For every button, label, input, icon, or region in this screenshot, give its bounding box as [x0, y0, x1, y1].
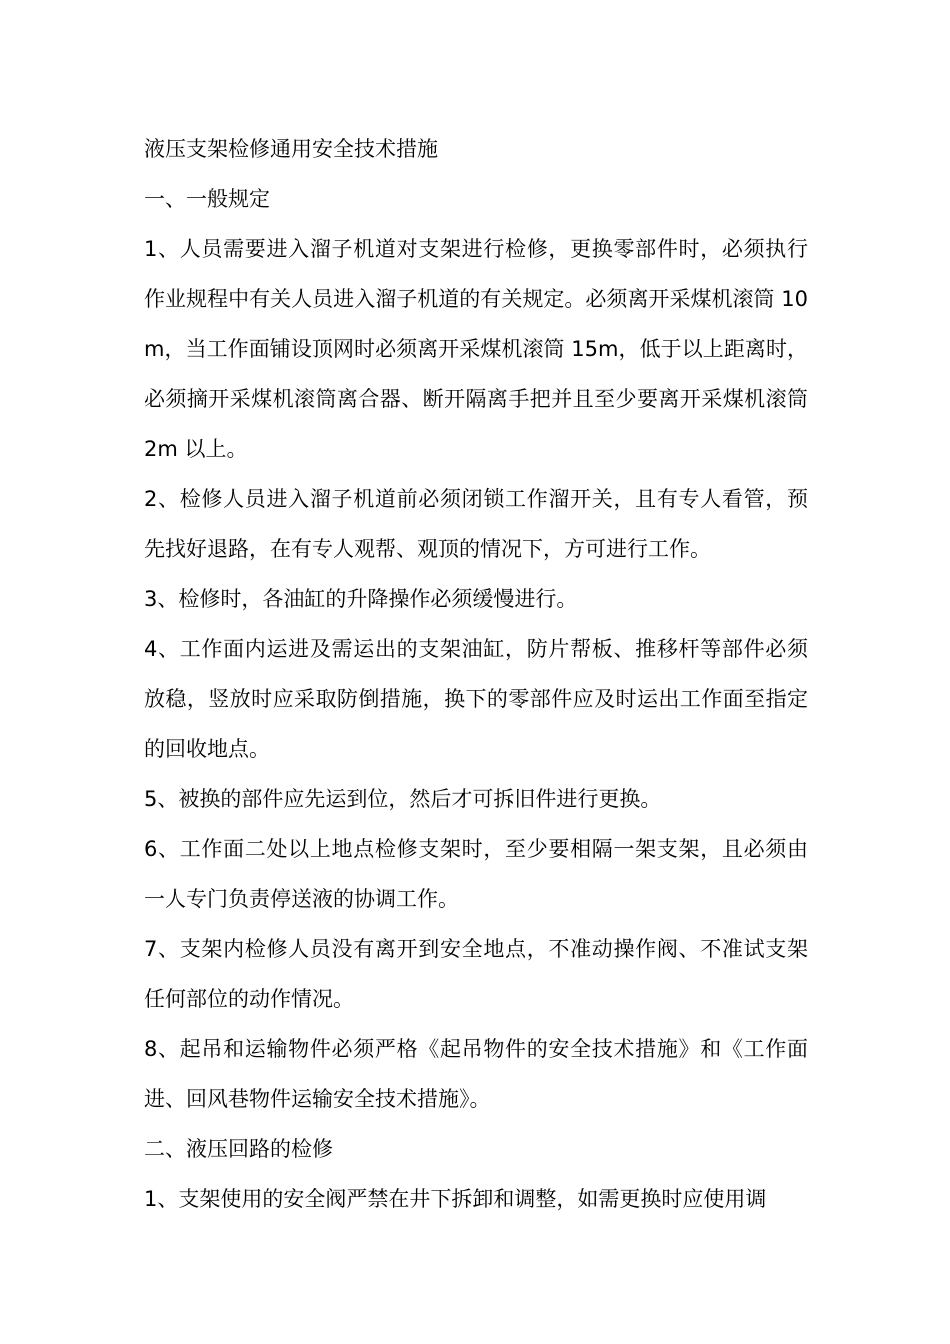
paragraph-3: 3、检修时，各油缸的升降操作必须缓慢进行。 — [144, 587, 578, 611]
document-title: 液压支架检修通用安全技术措施 — [144, 137, 438, 161]
paragraph-4: 4、工作面内运进及需运出的支架油缸，防片帮板、推移杆等部件必须放稳，竖放时应采取防倒措施，换下的零部件应及时运出工作面至指定的回收地点。 — [144, 637, 808, 761]
paragraph-2: 2、检修人员进入溜子机道前必须闭锁工作溜开关，且有专人看管，预先找好退路，在有专人观帮、观顶的情况下，方可进行工作。 — [144, 487, 808, 561]
paragraph-1: 1、人员需要进入溜子机道对支架进行检修，更换零部件时，必须执行作业规程中有关人员进入溜子机道的有关规定。必须离开采煤机滚筒 10m，当工作面铺设顶网时必须离开采煤机滚筒 15m，低于以上距离时，必须摘开采煤机滚筒离合器、断开隔离手把并且至少要离开采煤机滚筒 2m 以上。 — [144, 237, 808, 461]
paragraph-7: 7、支架内检修人员没有离开到安全地点，不准动操作阀、不准试支架任何部位的动作情况。 — [144, 937, 808, 1011]
section-heading-hydraulic-circuit: 二、液压回路的检修 — [144, 1137, 333, 1161]
document-page — [144, 124, 808, 1224]
paragraph-8: 8、起吊和运输物件必须严格《起吊物件的安全技术措施》和《工作面进、回风巷物件运输安全技术措施》。 — [144, 1037, 808, 1111]
paragraph-5: 5、被换的部件应先运到位，然后才可拆旧件进行更换。 — [144, 787, 662, 811]
section-heading-general: 一、一般规定 — [144, 187, 270, 211]
paragraph-6: 6、工作面二处以上地点检修支架时，至少要相隔一架支架，且必须由一人专门负责停送液的协调工作。 — [144, 837, 808, 911]
paragraph-hydraulic-1: 1、支架使用的安全阀严禁在井下拆卸和调整，如需更换时应使用调 — [144, 1187, 767, 1211]
